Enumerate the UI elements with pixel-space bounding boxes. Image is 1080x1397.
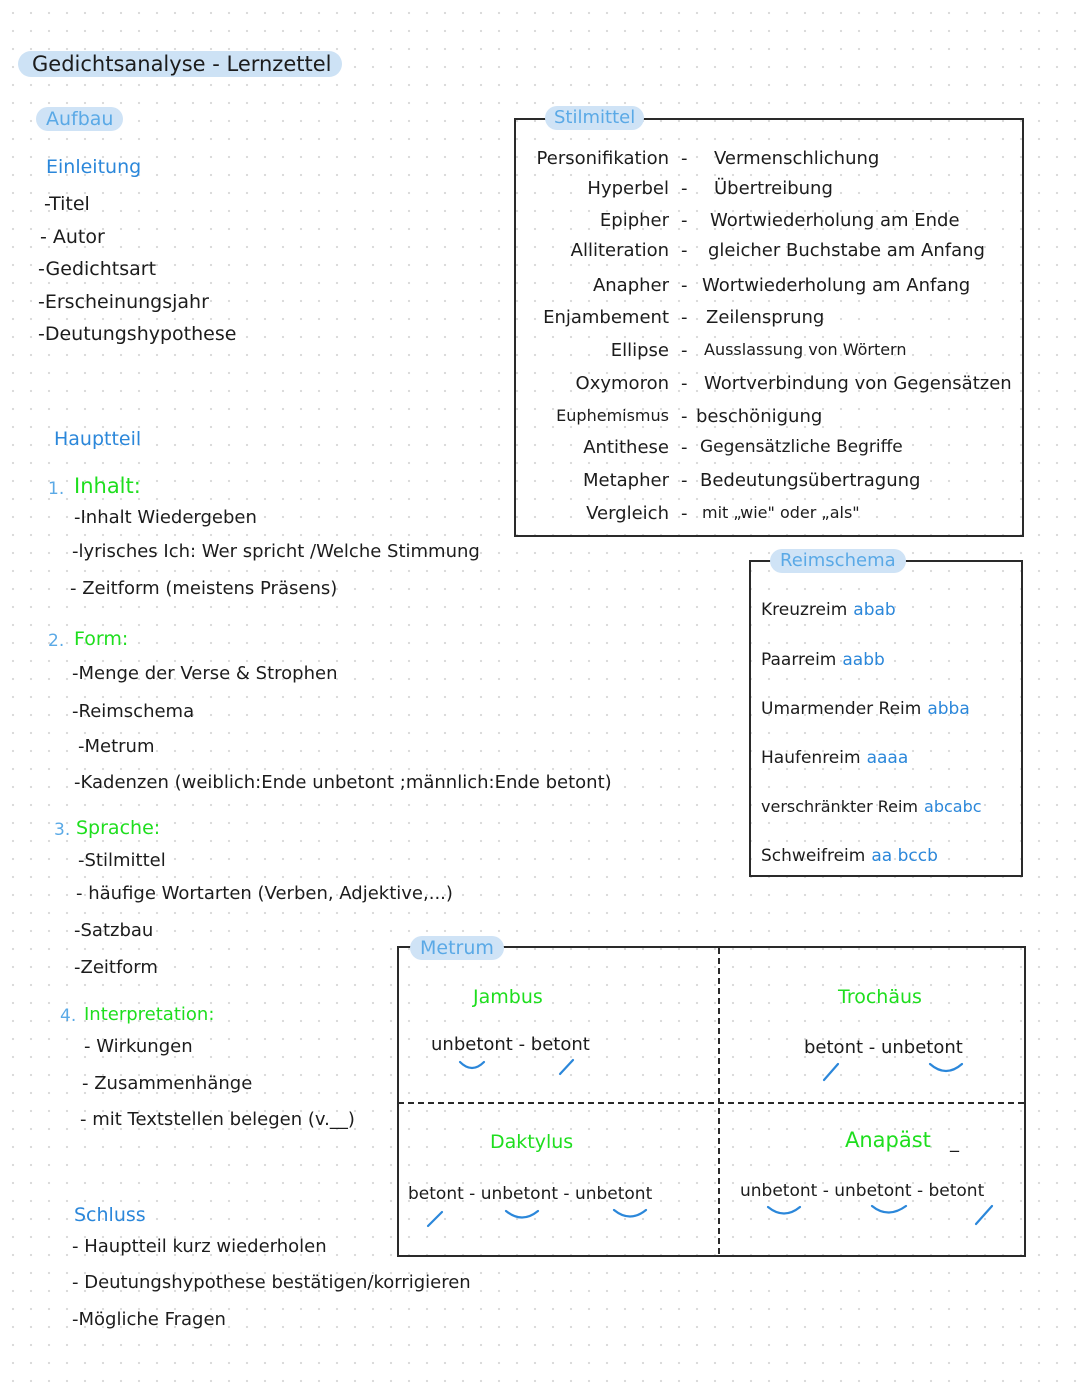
stilmittel-row: [516, 503, 1023, 533]
stilmittel-row: [516, 340, 1023, 370]
einleitung-item: -Gedichtsart: [38, 258, 157, 280]
trochaeus-pattern: betont - unbetont: [804, 1037, 963, 1058]
anapaest-heading: Anapäst: [845, 1128, 931, 1152]
metrum-horizontal-divider: [398, 1102, 1024, 1104]
stilmittel-label: Stilmittel: [545, 106, 644, 130]
stilmittel-row: [516, 210, 1023, 240]
einleitung-item: - Autor: [40, 226, 105, 248]
sprache-item: -Zeitform: [74, 957, 158, 978]
anapaest-mark: _: [950, 1132, 959, 1153]
sprache-heading: Sprache:: [76, 817, 161, 839]
interpretation-heading: Interpretation:: [84, 1004, 215, 1025]
stilmittel-term: Euphemismus: [556, 406, 669, 425]
stilmittel-definition: Ausslassung von Wörtern: [704, 340, 907, 359]
stilmittel-term: Anapher: [592, 275, 669, 296]
stilmittel-dash: -: [681, 210, 688, 231]
stilmittel-definition: mit „wie" oder „als": [702, 503, 860, 522]
reimschema-row: [761, 699, 970, 719]
stilmittel-definition: Wortverbindung von Gegensätzen: [704, 373, 1012, 394]
jambus-pattern: unbetont - betont: [431, 1034, 590, 1055]
stilmittel-term: Personifikation: [536, 148, 669, 169]
reimschema-name: verschränkter Reim: [761, 797, 919, 816]
reimschema-code: aaaa: [866, 748, 909, 768]
stilmittel-dash: -: [681, 240, 688, 261]
reimschema-name: Paarreim: [761, 650, 837, 670]
schluss-heading: Schluss: [74, 1204, 146, 1226]
reimschema-row: [761, 797, 982, 816]
reimschema-row: [761, 650, 885, 670]
sprache-item: -Stilmittel: [78, 850, 166, 871]
stilmittel-term: Ellipse: [610, 340, 669, 361]
sprache-item: - häufige Wortarten (Verben, Adjektive,...): [76, 883, 453, 904]
stilmittel-row: [516, 437, 1023, 467]
interpretation-item: - mit Textstellen belegen (v.__): [80, 1109, 355, 1130]
reimschema-box: [749, 560, 1023, 877]
inhalt-item: -Inhalt Wiedergeben: [74, 507, 257, 528]
aufbau-label: Aufbau: [36, 107, 123, 131]
stilmittel-definition: Gegensätzliche Begriffe: [700, 437, 903, 457]
form-heading: Form:: [74, 628, 129, 650]
stilmittel-dash: -: [681, 373, 688, 394]
stilmittel-dash: -: [681, 148, 688, 169]
reimschema-code: abcabc: [924, 797, 982, 816]
reimschema-code: abba: [927, 699, 970, 719]
stilmittel-term: Vergleich: [586, 503, 669, 524]
reimschema-name: Kreuzreim: [761, 600, 848, 620]
reimschema-name: Schweifreim: [761, 846, 866, 866]
stilmittel-dash: -: [681, 437, 688, 458]
hauptteil-heading: Hauptteil: [54, 428, 142, 450]
stilmittel-definition: Vermenschlichung: [714, 148, 880, 169]
schluss-item: - Hauptteil kurz wiederholen: [72, 1236, 327, 1257]
reimschema-name: Umarmender Reim: [761, 699, 922, 719]
inhalt-item: -lyrisches Ich: Wer spricht /Welche Stimmung: [72, 541, 480, 562]
stilmittel-row: [516, 148, 1023, 178]
daktylus-heading: Daktylus: [490, 1131, 574, 1153]
stilmittel-row: [516, 178, 1023, 208]
form-item: -Reimschema: [72, 701, 195, 722]
stilmittel-definition: gleicher Buchstabe am Anfang: [708, 240, 985, 261]
stilmittel-definition: beschönigung: [696, 406, 823, 427]
sprache-item: -Satzbau: [74, 920, 154, 941]
stilmittel-term: Metapher: [582, 470, 669, 491]
schluss-item: -Mögliche Fragen: [72, 1309, 226, 1330]
page-title: Gedichtsanalyse - Lernzettel: [32, 52, 332, 76]
form-number: 2.: [48, 631, 65, 651]
einleitung-heading: Einleitung: [46, 156, 142, 178]
interpretation-item: - Zusammenhänge: [82, 1073, 253, 1094]
form-item: -Kadenzen (weiblich:Ende unbetont ;männlich:Ende betont): [74, 772, 612, 793]
metrum-label: Metrum: [410, 936, 504, 960]
stilmittel-term: Alliteration: [570, 240, 669, 261]
stilmittel-row: [516, 406, 1023, 436]
stilmittel-definition: Wortwiederholung am Anfang: [702, 275, 971, 296]
stilmittel-dash: -: [681, 406, 688, 427]
stilmittel-row: [516, 307, 1023, 337]
reimschema-code: aabb: [842, 650, 885, 670]
stilmittel-dash: -: [681, 503, 688, 524]
stilmittel-dash: -: [681, 275, 688, 296]
stilmittel-row: [516, 373, 1023, 403]
jambus-heading: Jambus: [473, 986, 543, 1008]
einleitung-item: -Erscheinungsjahr: [38, 291, 209, 313]
stilmittel-row: [516, 470, 1023, 500]
stilmittel-term: Epipher: [599, 210, 669, 231]
reimschema-row: [761, 600, 896, 620]
stilmittel-box: [514, 118, 1024, 537]
daktylus-pattern: betont - unbetont - unbetont: [408, 1184, 653, 1204]
reimschema-name: Haufenreim: [761, 748, 861, 768]
inhalt-number: 1.: [48, 479, 65, 499]
form-item: -Metrum: [78, 736, 155, 757]
reimschema-code: abab: [853, 600, 896, 620]
stilmittel-row: [516, 240, 1023, 270]
inhalt-item: - Zeitform (meistens Präsens): [70, 578, 338, 599]
reimschema-code: aa bccb: [871, 846, 938, 866]
stilmittel-dash: -: [681, 178, 688, 199]
stilmittel-dash: -: [681, 470, 688, 491]
stilmittel-definition: Wortwiederholung am Ende: [710, 210, 960, 231]
einleitung-item: -Titel: [44, 193, 90, 215]
sprache-number: 3.: [54, 820, 71, 840]
stilmittel-dash: -: [681, 307, 688, 328]
stilmittel-dash: -: [681, 340, 688, 361]
stilmittel-term: Antithese: [583, 437, 669, 458]
trochaeus-heading: Trochäus: [838, 986, 922, 1008]
reimschema-row: [761, 846, 938, 866]
reimschema-row: [761, 748, 908, 768]
stilmittel-definition: Zeilensprung: [706, 307, 825, 328]
schluss-item: - Deutungshypothese bestätigen/korrigieren: [72, 1272, 471, 1293]
stilmittel-row: [516, 275, 1023, 305]
stilmittel-term: Hyperbel: [587, 178, 669, 199]
stilmittel-term: Oxymoron: [575, 373, 669, 394]
metrum-vertical-divider: [718, 948, 720, 1254]
reimschema-label: Reimschema: [770, 549, 906, 573]
form-item: -Menge der Verse & Strophen: [72, 663, 338, 684]
interpretation-item: - Wirkungen: [84, 1036, 193, 1057]
anapaest-pattern: unbetont - unbetont - betont: [740, 1181, 985, 1201]
stilmittel-definition: Übertreibung: [714, 178, 833, 199]
interpretation-number: 4.: [60, 1006, 77, 1026]
einleitung-item: -Deutungshypothese: [38, 323, 237, 345]
inhalt-heading: Inhalt:: [74, 474, 141, 498]
stilmittel-term: Enjambement: [543, 307, 669, 328]
stilmittel-definition: Bedeutungsübertragung: [700, 470, 921, 491]
